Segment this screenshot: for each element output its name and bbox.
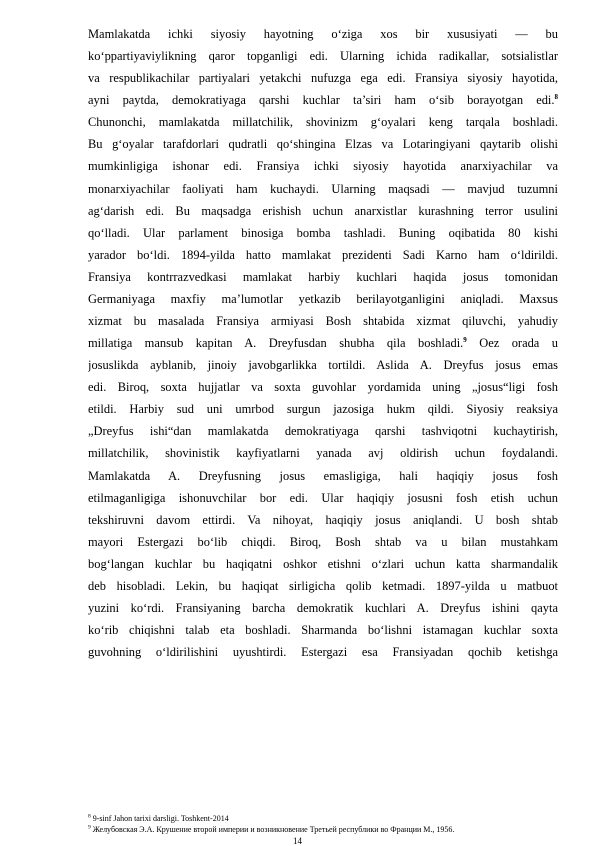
footnote-mark-9: 9 [88, 824, 91, 831]
text-line-26: deb hisobladi. Lekin, bu haqiqat sirligicha qolib ketmadi. 1897-yilda u matbuot [88, 578, 558, 593]
page-number: 14 [293, 836, 302, 846]
text-line-16: josuslikda ayblanib, jinoiy javobgarlikka tortildi. Aslida A. Dreyfus josus emas [88, 358, 558, 373]
text-line-3: va respublikachilar partiyalari yetakchi nufuzga ega edi. Fransiya siyosiy hayotida, [88, 71, 558, 86]
text-line-21: Mamlakatda A. Dreyfusning josus emasligiga, hali haqiqiy josus fosh [88, 468, 558, 483]
text-line-8: monarxiyachilar faoliyati ham kuchaydi. Ularning maqsadi — mavjud tuzumni [88, 181, 558, 196]
text-line-15-tail: Oez orada u [479, 336, 558, 351]
footnotes [88, 813, 558, 835]
text-line-25: bog‘langan kuchlar bu haqiqatni oshkor etishni o‘zlari uchun katta sharmandalik [88, 556, 558, 571]
text-line-11: yarador bo‘ldi. 1894-yilda hatto mamlakat prezidenti Sadi Karno ham o‘ldirildi. [88, 247, 558, 262]
footnote-9 [88, 824, 558, 835]
text-line-22: etilmaganligiga ishonuvchilar bor edi. Ular haqiqiy josusni fosh etish uchun [88, 490, 558, 505]
footnote-8 [88, 813, 558, 824]
text-line-24: mayori Estergazi bo‘lib chiqdi. Biroq, Bosh shtab va u bilan mustahkam [88, 534, 558, 549]
text-line-14: xizmat bu masalada Fransiya armiyasi Bosh shtabida xizmat qiluvchi, yahudiy [88, 314, 558, 329]
text-line-19: „Dreyfus ishi“dan mamlakatda demokratiyaga qarshi tashviqotni kuchaytirish, [88, 424, 558, 439]
text-line-13: Germaniyaga maxfiy ma’lumotlar yetkazib berilayotganligini aniqladi. Maxsus [88, 291, 558, 306]
footnote-reference-9: 9 [463, 335, 467, 344]
text-line-1: Mamlakatda ichki siyosiy hayotning o‘ziga xos bir xususiyati — bu [88, 27, 558, 41]
footnote-reference-8: 8 [554, 93, 558, 102]
footnote-mark-8: 8 [88, 813, 91, 820]
text-line-18: etildi. Harbiy sud uni umrbod surgun jazosiga hukm qildi. Siyosiy reaksiya [88, 402, 558, 417]
text-line-15 [88, 332, 558, 354]
text-line-12: Fransiya kontrrazvedkasi mamlakat harbiy kuchlari haqida josus tomonidan [88, 269, 558, 284]
text-line-6: Bu g‘oyalar tarafdorlari qudratli qo‘shingina Elzas va Lotaringiyani qaytarib olishi [88, 137, 558, 152]
footnote-text-8: 9-sinf Jahon tarixi darsligi. Toshkent-2014 [92, 814, 229, 823]
text-line-4 [88, 89, 558, 111]
text-line-7: mumkinligiga ishonar edi. Fransiya ichki siyosiy hayotida anarxiyachilar va [88, 159, 558, 174]
text-line-10: qo‘lladi. Ular parlament binosiga bomba tashladi. Buning oqibatida 80 kishi [88, 225, 558, 240]
text-line-2: ko‘ppartiyaviylikning qaror topganligi edi. Ularning ichida radikallar, sotsialistlar [88, 49, 558, 64]
body-text [88, 23, 558, 663]
text-line-20: millatchilik, shovinistik kayfiyatlarni yanada avj oldirish uchun foydalandi. [88, 446, 558, 461]
text-line-9: ag‘darish edi. Bu maqsadga erishish uchun anarxistlar kurashning terror usulini [88, 203, 558, 218]
text-line-5: Chunonchi, mamlakatda millatchilik, shovinizm g‘oyalari keng tarqala boshladi. [88, 115, 558, 130]
text-line-17: edi. Biroq, soxta hujjatlar va soxta guvohlar yordamida uning „josus“ligi fosh [88, 380, 558, 395]
text-line-27: yuzini ko‘rdi. Fransiyaning barcha demokratik kuchlari A. Dreyfus ishini qayta [88, 601, 558, 616]
footnote-text-9: Желубовская Э.А. Крушение второй империи и возникновение Третьей республики во Франции М., 1956. [92, 825, 455, 834]
text-line-29: guvohning o‘ldirilishini uyushtirdi. Estergazi esa Fransiyadan qochib ketishga [88, 645, 558, 660]
text-line-4-content: ayni paytda, demokratiyaga qarshi kuchlar ta’siri ham o‘sib borayotgan edi. [88, 93, 555, 108]
text-line-15-content: millatiga mansub kapitan A. Dreyfusdan shubha qila boshladi. [88, 336, 464, 351]
text-line-28: ko‘rib chiqishni talab eta boshladi. Sharmanda bo‘lishni istamagan kuchlar soxta [88, 623, 558, 638]
text-line-23: tekshiruvni davom ettirdi. Va nihoyat, haqiqiy josus aniqlandi. U bosh shtab [88, 512, 558, 527]
